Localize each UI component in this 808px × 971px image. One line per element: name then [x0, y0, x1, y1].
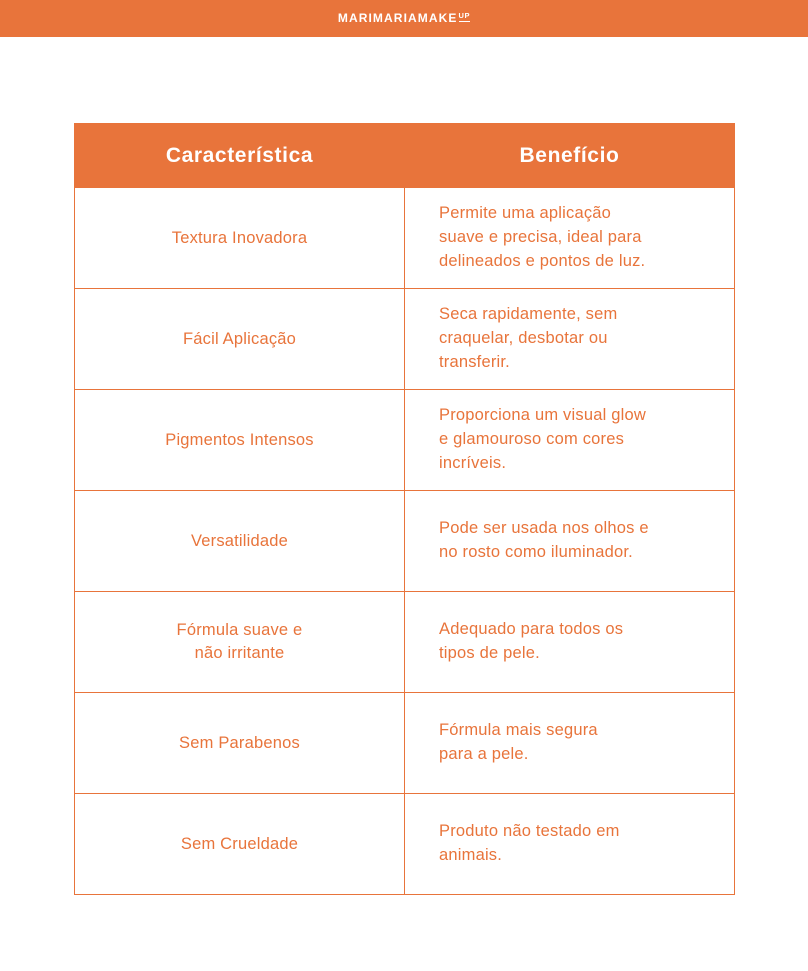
- cell-benefit-line: delineados e pontos de luz.: [439, 251, 646, 270]
- cell-feature: Textura Inovadora: [75, 188, 405, 289]
- cell-benefit-line: Produto não testado em: [439, 822, 620, 841]
- cell-benefit-line: animais.: [439, 846, 503, 864]
- cell-benefit-line: suave e precisa, ideal para: [439, 228, 642, 247]
- cell-benefit: [405, 693, 735, 794]
- feature-benefit-table: [74, 123, 735, 895]
- table-header-row: [75, 124, 735, 188]
- cell-benefit-line: Seca rapidamente, sem: [439, 305, 618, 324]
- cell-benefit-line: no rosto como iluminador.: [439, 543, 633, 561]
- table-row: [75, 491, 735, 592]
- brand-logo: [338, 11, 470, 26]
- brand-logo-superscript: UP: [458, 11, 471, 20]
- column-header-benefit: Benefício: [405, 124, 735, 188]
- cell-benefit: [405, 289, 735, 390]
- cell-benefit-line: craquelar, desbotar ou: [439, 329, 608, 348]
- cell-benefit-line: para a pele.: [439, 745, 529, 763]
- cell-benefit: [405, 188, 735, 289]
- table-row: [75, 794, 735, 895]
- table-row: [75, 592, 735, 693]
- cell-feature: Pigmentos Intensos: [75, 390, 405, 491]
- cell-benefit-line: transferir.: [439, 352, 510, 371]
- cell-benefit-line: incríveis.: [439, 453, 507, 472]
- cell-benefit-line: Adequado para todos os: [439, 620, 624, 639]
- cell-feature: [75, 592, 405, 693]
- cell-benefit: [405, 491, 735, 592]
- brand-bar: [0, 0, 808, 37]
- table-row: [75, 289, 735, 390]
- table-header: [75, 124, 735, 188]
- table-row: [75, 188, 735, 289]
- cell-feature-line: não irritante: [194, 644, 285, 662]
- brand-logo-main: MARIMARIAMAKE: [337, 11, 458, 25]
- cell-benefit: [405, 794, 735, 895]
- cell-benefit: [405, 390, 735, 491]
- table-row: [75, 693, 735, 794]
- cell-benefit-line: Proporciona um visual glow: [439, 406, 646, 425]
- column-header-feature: Característica: [75, 124, 405, 188]
- cell-feature: Sem Crueldade: [75, 794, 405, 895]
- cell-feature-line: Fórmula suave e: [176, 621, 303, 640]
- cell-feature: Fácil Aplicação: [75, 289, 405, 390]
- cell-benefit-line: e glamouroso com cores: [439, 430, 625, 449]
- cell-feature: Sem Parabenos: [75, 693, 405, 794]
- cell-benefit-line: Pode ser usada nos olhos e: [439, 519, 649, 538]
- cell-benefit-line: Fórmula mais segura: [439, 721, 598, 740]
- table-container: [0, 37, 808, 895]
- cell-benefit: [405, 592, 735, 693]
- cell-benefit-line: tipos de pele.: [439, 644, 540, 662]
- table-row: [75, 390, 735, 491]
- table-body: [75, 188, 735, 895]
- cell-feature: Versatilidade: [75, 491, 405, 592]
- cell-benefit-line: Permite uma aplicação: [439, 204, 612, 223]
